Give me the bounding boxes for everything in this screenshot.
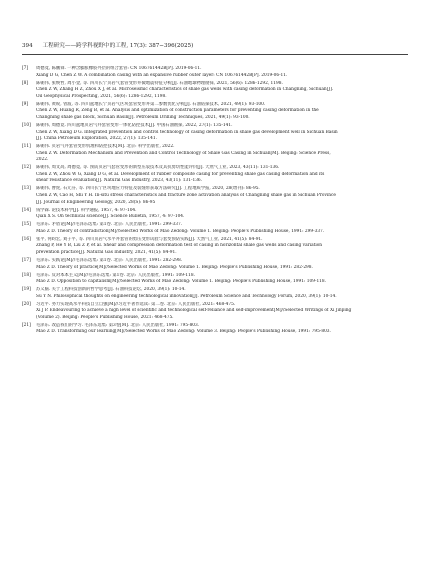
reference-item — [22, 66, 408, 79]
reference-line: 毛泽东. 反对本本主义[M]//毛泽东选集: 第1卷. 北京: 人民出版社, 1991: 109-118. — [36, 272, 195, 278]
reference-line: [J]. China Petroleum Exploration, 2022, 27(1): 135-141. — [36, 136, 157, 142]
reference-text — [36, 186, 408, 206]
reference-item — [22, 102, 408, 122]
reference-line: Mao Z D. Transforming our learning[M]//Selected Works of Mao Zedong: Volume 3. Beijing: People's Publishing House, 1991: 795-803. — [36, 329, 331, 335]
reference-line: Chen Z W, Zhang H Z, Zhou X J, et al. Microseismic characteristics of shale gas wells with casing deformation in Changning, Sichuan[J]. — [36, 87, 334, 93]
reference-line: Zhang P, He Y B, Liu Z P, et al. Shear and compression deformation test of casing in horizontal shale gas wells and casing variation — [36, 243, 323, 249]
reference-number: [7] — [22, 66, 29, 71]
reference-line: Xi J P. Endeavouring to achieve a high level of scientific and technological self-reliance and self-improvement[M]//Selected Writings of Xi Jinping — [36, 308, 352, 314]
reference-line: Chen Z W, Huang R, Zeng B, et al. Analysis and optimization of construction parameters for preventing casing deformation in the — [36, 108, 319, 114]
reference-number: [14] — [22, 207, 31, 213]
reference-number: [17] — [22, 257, 31, 263]
reference-text — [36, 273, 408, 286]
reference-line: 毛泽东. 实践论[M]//毛泽东选集: 第1卷. 北京: 人民出版社, 1991: 282-298. — [36, 257, 183, 263]
reference-item — [22, 302, 408, 322]
reference-line: (Volume 2). Beijing: People's Publishing House, 2021: 468-475. — [36, 314, 174, 320]
reference-line: Mao Z D. Theory of practice[M]//Selected Works of Mao Zedong: Volume 1. Beijing: People's Publishing House, 1991: 282-298. — [36, 264, 313, 270]
reference-line: [J]. Journal of Engineering Geology, 2020, 28(S): 86-95 — [36, 199, 156, 205]
reference-number: [15] — [22, 222, 31, 228]
reference-item — [22, 222, 408, 235]
reference-number: [21] — [22, 322, 31, 328]
reference-line: Su Y N. Philosophical thoughts on engineering technological innovation[J]. Petroleum Science and Technology Forum, 2020, 39(1): 10-14. — [36, 293, 337, 299]
reference-line: 苏义脑. 关于工程科技创新的哲学思考[J]. 石油科技论坛, 2020, 39(1): 10-14. — [36, 287, 186, 293]
reference-number: [11] — [22, 144, 31, 150]
reference-item — [22, 144, 408, 164]
reference-line: 张平, 何昀宏, 刘子平, 等. 四川页岩气水平井套管的剪压变形试验与套变预防实践[J]. 天然气工业, 2021, 41(5): 84-91. — [36, 236, 263, 242]
reference-number: [19] — [22, 287, 31, 293]
reference-line: Chen Z W, Xiang D G. Integrated prevention and control technology of casing deformation in shale gas development well in Sichuan Basin — [36, 129, 338, 135]
reference-item — [22, 273, 408, 286]
reference-line: 毛泽东. 改造我们的学习. 毛泽东选集: 第3卷[M]. 北京: 人民出版社, 1991: 795-803. — [36, 322, 200, 328]
header-rule — [22, 54, 408, 55]
reference-text — [36, 208, 408, 221]
reference-line: Mao Z D. Opposition to capitalism[M]//Selected Works of Mao Zedong: Volume 1. Beijing: People's Publishing House, 1991: 109-118. — [36, 279, 327, 285]
reference-text — [36, 144, 408, 164]
reference-number: [18] — [22, 272, 31, 278]
reference-number: [13] — [22, 186, 31, 192]
reference-text — [36, 287, 408, 300]
reference-line: Changning shale gas block, Sichuan Basin[J]. Petroleum Drilling Techniques, 2021, 49(1): 93-100. — [36, 114, 250, 120]
reference-list — [22, 66, 408, 337]
reference-line: 钱学森. 论技术科学[J]. 科学通报, 1957, 4: 97-104. — [36, 207, 137, 213]
reference-text — [36, 302, 408, 322]
reference-text — [36, 102, 408, 122]
reference-line: 陈朝伟. 页岩气井套管变形机理和防控技术[M]. 北京: 科学出版社, 2022. — [36, 144, 175, 150]
reference-text — [36, 165, 408, 185]
reference-line: 周德竟, 陈鹏锋. 一种含膨胀橡胶外层的组合套管: CN 106761442B[P]. 2019-06-11. — [36, 66, 202, 71]
reference-line: shear resistance evaluation[J]. Natural Gas Industry, 2023, 43(11): 131-136. — [36, 178, 203, 184]
reference-number: [8] — [22, 80, 29, 86]
reference-line: Chen Z W, Zhou W G, Xiang D G, et al. Development of rubber composite casing for preventing shale gas casing deformation and its — [36, 171, 325, 177]
reference-item — [22, 287, 408, 300]
journal-title: 工程研究——跨学科视野中的工程, 17(3): 387−396(2025) — [42, 43, 194, 49]
reference-text — [36, 222, 408, 235]
reference-line: 陈朝伟, 曹虎, 石元芬, 等. 四川长宁区块地应力特征及裂缝带获取方法研究[J]. 工程地质学报, 2020, 28(增刊): 86-95. — [36, 186, 260, 192]
reference-item — [22, 237, 408, 257]
reference-text — [36, 258, 408, 271]
reference-line: 陈朝伟, 周文高, 周德竟, 等. 预防页岩气套管变形的新型压裂技术及其抗剪切性能评价[J]. 天然气工业, 2023, 43(11): 131-136. — [36, 165, 280, 171]
reference-number: [9] — [22, 101, 29, 107]
reference-text — [36, 66, 408, 79]
reference-line: Xiang D G, Chen Z W. A combination casing with an expansive rubber outer layer: CN 106761442B[P]. 2019-06-11. — [36, 72, 288, 78]
reference-item — [22, 165, 408, 185]
reference-item — [22, 186, 408, 206]
reference-item — [22, 323, 408, 336]
reference-line: 毛泽东. 矛盾论[M]//毛泽东选集: 第1卷. 北京: 人民出版社, 1991: 299-337. — [36, 222, 183, 228]
page-number: 394 — [22, 43, 33, 49]
reference-number: [16] — [22, 236, 31, 242]
reference-line: 习近平. 努力实现高水平科技自立自强[M]//习近平著作选读: 第二卷. 北京: 人民出版社, 2021: 468-475. — [36, 301, 236, 307]
reference-line: 2022. — [36, 157, 49, 163]
reference-text — [36, 123, 408, 143]
reference-item — [22, 81, 408, 101]
reference-text — [36, 237, 408, 257]
reference-number: [10] — [22, 122, 31, 128]
reference-item — [22, 258, 408, 271]
reference-item — [22, 123, 408, 143]
reference-text — [36, 323, 408, 336]
reference-line: Chen Z W, Cao H, Shi Y H. In-situ stress characteristics and fracture zone activation analysis of Changning shale gas in Sichuan Province — [36, 193, 336, 199]
reference-line: Qian X S. On technical science[J]. Science Bulletin, 1957, 4: 97-104. — [36, 214, 185, 220]
reference-line: 陈朝伟, 张焕哲, 周小金, 等. 四川长宁页岩气套管变形井微地震特征分析[J]. 石油地球物理勘探, 2021, 56(6): 1286-1292, 1198. — [36, 80, 283, 86]
reference-line: Chen Z W. Deformation Mechanism and Prevention and Control Technology of Shale Gas Casing in Sichuan[M]. Beijing: Science Press, — [36, 150, 331, 156]
running-header — [22, 40, 408, 52]
reference-line: 陈朝伟, 周德竟. 四川盆地页岩气井套管变形一体化防控技术[J]. 中国石油勘探, 2022, 27(1): 135-141. — [36, 122, 233, 128]
reference-item — [22, 208, 408, 221]
reference-text — [36, 81, 408, 101]
reference-number: [20] — [22, 301, 31, 307]
reference-line: Oil Geophysical Prospecting, 2021, 56(6): 1286-1292, 1198. — [36, 93, 167, 99]
reference-number: [12] — [22, 165, 31, 171]
reference-line: 陈朝伟, 黄锐, 曾波, 等. 四川盆地长宁页岩气区块套管变形井第二参数优化分析[J]. 石油钻探技术, 2021, 49(1): 93-100. — [36, 101, 266, 107]
reference-line: Mao Z D. Theory of contradiction[M]//Selected Works of Mao Zedong: Volume 1. Beijing: People's Publishing House, 1991: 299-337. — [36, 228, 325, 234]
reference-line: prevention practice[J]. Natural Gas Industry, 2021, 41(5): 84-91. — [36, 249, 177, 255]
